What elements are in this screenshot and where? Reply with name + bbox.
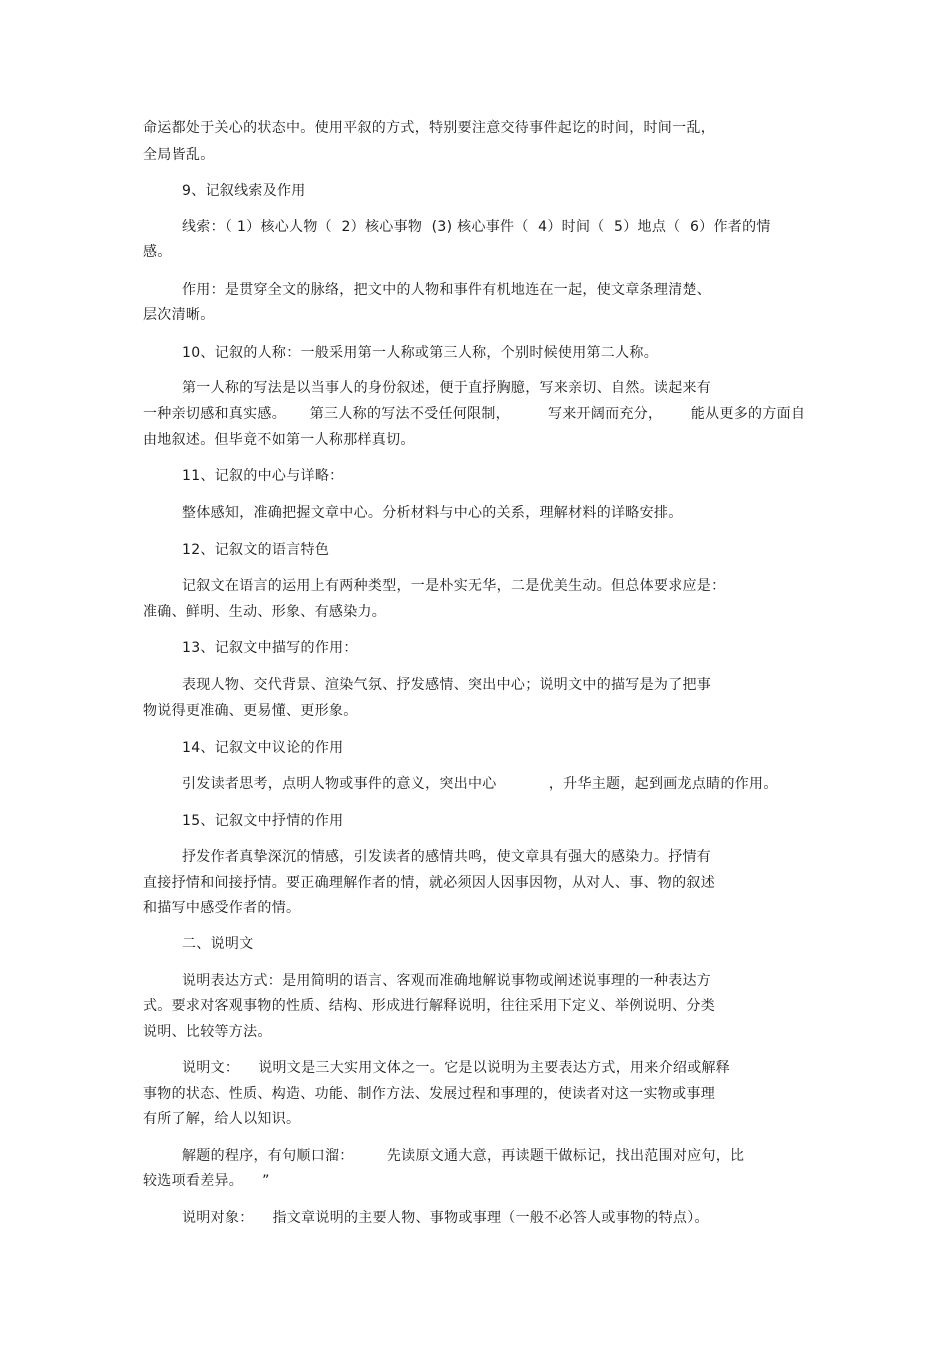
paragraph-line: 表现人物、交代背景、渲染气氛、抒发感情、突出中心；说明文中的描写是为了把事	[182, 677, 712, 693]
section-heading: 11、记叙的中心与详略：	[182, 468, 344, 484]
paragraph-line: 说明对象： 指文章说明的主要人物、事物或事理（一般不必答人或事物的特点）。	[182, 1210, 709, 1226]
paragraph-line: 物说得更准确、更易懂、更形象。	[143, 703, 358, 719]
paragraph-line: 线索：（ 1）核心人物（ 2）核心事物 (3) 核心事件（ 4）时间（ 5）地点（ 6）作者的情	[182, 219, 771, 235]
paragraph-line: 第一人称的写法是以当事人的身份叙述，便于直抒胸臆，写来亲切、自然。读起来有	[182, 380, 712, 396]
paragraph-line: 准确、鲜明、生动、形象、有感染力。	[143, 604, 387, 620]
paragraph-line: 事物的状态、性质、构造、功能、制作方法、发展过程和事理的，使读者对这一实物或事理	[143, 1086, 715, 1102]
paragraph-line: 记叙文在语言的运用上有两种类型，一是朴实无华，二是优美生动。但总体要求应是：	[182, 578, 726, 594]
paragraph-line: 式。要求对客观事物的性质、结构、形成进行解释说明，往往采用下定义、举例说明、分类	[143, 998, 715, 1014]
paragraph-line: 和描写中感受作者的情。	[143, 900, 301, 916]
paragraph-line: 感。	[143, 244, 172, 260]
paragraph-line: 直接抒情和间接抒情。要正确理解作者的情，就必须因人因事因物，从对人、事、物的叙述	[143, 875, 715, 891]
section-heading: 12、记叙文的语言特色	[182, 542, 330, 558]
section-heading: 10、记叙的人称：一般采用第一人称或第三人称，个别时候使用第二人称。	[182, 345, 659, 361]
paragraph-line: 解题的程序，有句顺口溜： 先读原文通大意，再读题干做标记，找出范围对应句，比	[182, 1148, 745, 1164]
paragraph-line: 较选项看差异。 ”	[143, 1173, 270, 1189]
paragraph-line: 作用：是贯穿全文的脉络，把文中的人物和事件有机地连在一起，使文章条理清楚、	[182, 282, 712, 298]
section-heading: 15、记叙文中抒情的作用	[182, 813, 344, 829]
paragraph-line: 抒发作者真挚深沉的情感，引发读者的感情共鸣，使文章具有强大的感染力。抒情有	[182, 849, 712, 865]
paragraph-line: 说明文： 说明文是三大实用文体之一。它是以说明为主要表达方式，用来介绍或解释	[182, 1060, 731, 1076]
paragraph-line: 有所了解，给人以知识。	[143, 1111, 301, 1127]
paragraph-line: 说明表达方式：是用简明的语言、客观而准确地解说事物或阐述说事理的一种表达方	[182, 973, 712, 989]
paragraph-line: 整体感知，准确把握文章中心。分析材料与中心的关系，理解材料的详略安排。	[182, 505, 683, 521]
paragraph-line: 一种亲切感和真实感。 第三人称的写法不受任何限制， 写来开阔而充分， 能从更多的方面自	[143, 406, 806, 422]
section-heading: 13、记叙文中描写的作用：	[182, 640, 358, 656]
paragraph-line: 由地叙述。但毕竟不如第一人称那样真切。	[143, 432, 415, 448]
section-heading: 14、记叙文中议论的作用	[182, 740, 344, 756]
paragraph-line: 命运都处于关心的状态中。使用平叙的方式，特别要注意交待事件起讫的时间，时间一乱，	[143, 120, 715, 136]
paragraph-line: 引发读者思考，点明人物或事件的意义，突出中心 ，升华主题，起到画龙点睛的作用。	[182, 776, 778, 792]
section-heading: 9、记叙线索及作用	[182, 183, 306, 199]
section-heading: 二、说明文	[182, 936, 254, 952]
paragraph-line: 层次清晰。	[143, 307, 215, 323]
paragraph-line: 全局皆乱。	[143, 147, 215, 163]
paragraph-line: 说明、比较等方法。	[143, 1024, 272, 1040]
